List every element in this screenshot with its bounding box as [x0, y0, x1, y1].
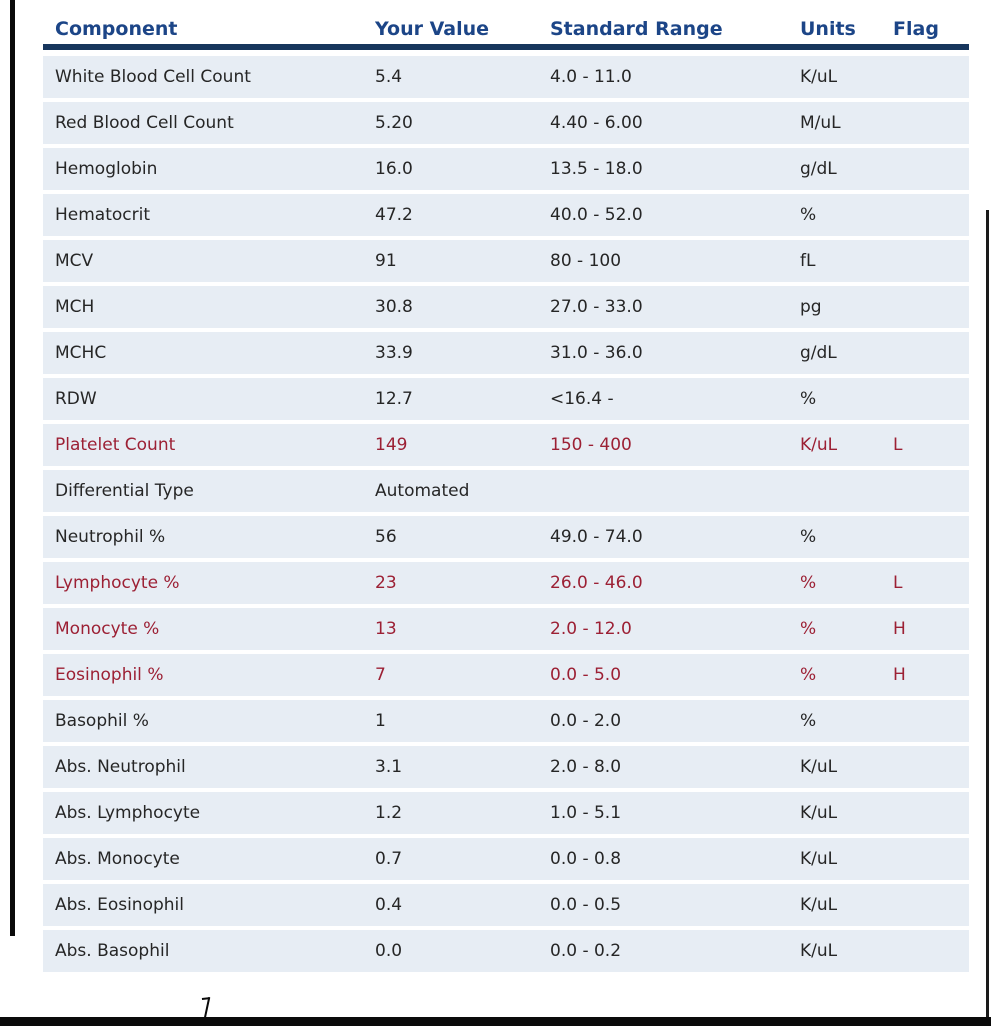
value-cell: 47.2 — [375, 205, 413, 225]
table-row — [43, 792, 969, 834]
range-cell: 150 - 400 — [550, 435, 632, 455]
component-cell: MCV — [55, 251, 94, 271]
component-cell: Red Blood Cell Count — [55, 113, 234, 133]
table-row — [43, 194, 969, 236]
component-cell: MCHC — [55, 343, 107, 363]
range-cell: 0.0 - 2.0 — [550, 711, 622, 731]
value-cell: Automated — [375, 481, 470, 501]
units-cell: % — [800, 573, 817, 593]
table-row — [43, 746, 969, 788]
units-cell: K/uL — [800, 67, 838, 87]
range-cell: 0.0 - 5.0 — [550, 665, 622, 685]
units-cell: % — [800, 389, 817, 409]
table-row — [43, 516, 969, 558]
range-cell: 0.0 - 0.8 — [550, 849, 622, 869]
flag-cell — [893, 884, 969, 926]
component-cell: MCH — [55, 297, 95, 317]
range-cell — [550, 470, 800, 512]
lab-results-table — [43, 0, 969, 976]
table-row — [43, 378, 969, 420]
table-header-row — [43, 0, 969, 44]
flag-cell: H — [893, 665, 906, 685]
flag-cell — [893, 378, 969, 420]
range-cell: 2.0 - 8.0 — [550, 757, 622, 777]
left-border-artifact — [10, 0, 15, 936]
flag-cell — [893, 56, 969, 98]
pen-tick-mark — [204, 997, 211, 1019]
value-cell: 7 — [375, 665, 386, 685]
table-row — [43, 930, 969, 972]
flag-cell — [893, 746, 969, 788]
value-cell: 16.0 — [375, 159, 413, 179]
component-cell: Platelet Count — [55, 435, 176, 455]
table-row — [43, 286, 969, 328]
units-cell: g/dL — [800, 343, 837, 363]
value-cell: 13 — [375, 619, 397, 639]
value-cell: 1.2 — [375, 803, 403, 823]
value-cell: 0.4 — [375, 895, 403, 915]
component-cell: RDW — [55, 389, 97, 409]
table-row — [43, 884, 969, 926]
range-cell: 26.0 - 46.0 — [550, 573, 643, 593]
table-row — [43, 562, 969, 604]
flag-cell — [893, 930, 969, 972]
range-cell: 2.0 - 12.0 — [550, 619, 632, 639]
header-flag: Flag — [893, 18, 939, 40]
range-cell: 4.0 - 11.0 — [550, 67, 632, 87]
flag-cell — [893, 102, 969, 144]
header-units: Units — [800, 18, 856, 40]
table-row — [43, 838, 969, 880]
flag-cell — [893, 148, 969, 190]
range-cell: 1.0 - 5.1 — [550, 803, 622, 823]
table-row — [43, 240, 969, 282]
units-cell: K/uL — [800, 435, 838, 455]
units-cell: K/uL — [800, 757, 838, 777]
units-cell: g/dL — [800, 159, 837, 179]
component-cell: Hematocrit — [55, 205, 151, 225]
range-cell: 49.0 - 74.0 — [550, 527, 643, 547]
units-cell — [800, 470, 893, 512]
value-cell: 5.20 — [375, 113, 413, 133]
header-divider-rule — [43, 44, 969, 50]
component-cell: Eosinophil % — [55, 665, 164, 685]
component-cell: Differential Type — [55, 481, 194, 501]
flag-cell — [893, 516, 969, 558]
bottom-border-artifact — [0, 1017, 991, 1026]
table-body — [43, 56, 969, 972]
value-cell: 23 — [375, 573, 397, 593]
value-cell: 56 — [375, 527, 397, 547]
units-cell: K/uL — [800, 849, 838, 869]
table-row — [43, 470, 969, 512]
header-your-value: Your Value — [375, 18, 489, 40]
value-cell: 5.4 — [375, 67, 403, 87]
units-cell: K/uL — [800, 941, 838, 961]
component-cell: Abs. Basophil — [55, 941, 170, 961]
component-cell: Hemoglobin — [55, 159, 158, 179]
table-row — [43, 700, 969, 742]
value-cell: 0.0 — [375, 941, 403, 961]
value-cell: 33.9 — [375, 343, 413, 363]
component-cell: Neutrophil % — [55, 527, 166, 547]
table-row — [43, 654, 969, 696]
flag-cell — [893, 240, 969, 282]
component-cell: Lymphocyte % — [55, 573, 180, 593]
units-cell: pg — [800, 297, 822, 317]
units-cell: % — [800, 527, 817, 547]
component-cell: Monocyte % — [55, 619, 160, 639]
range-cell: 13.5 - 18.0 — [550, 159, 643, 179]
range-cell: 40.0 - 52.0 — [550, 205, 643, 225]
value-cell: 3.1 — [375, 757, 403, 777]
table-row — [43, 56, 969, 98]
component-cell: Abs. Lymphocyte — [55, 803, 201, 823]
flag-cell — [893, 792, 969, 834]
range-cell: <16.4 - — [550, 389, 614, 409]
value-cell: 12.7 — [375, 389, 413, 409]
flag-cell — [893, 194, 969, 236]
range-cell: 27.0 - 33.0 — [550, 297, 643, 317]
value-cell: 30.8 — [375, 297, 413, 317]
units-cell: % — [800, 711, 817, 731]
range-cell: 80 - 100 — [550, 251, 622, 271]
range-cell: 0.0 - 0.5 — [550, 895, 622, 915]
range-cell: 0.0 - 0.2 — [550, 941, 622, 961]
flag-cell — [893, 286, 969, 328]
units-cell: K/uL — [800, 895, 838, 915]
value-cell: 149 — [375, 435, 408, 455]
flag-cell — [893, 332, 969, 374]
table-row — [43, 102, 969, 144]
table-row — [43, 332, 969, 374]
flag-cell — [893, 470, 969, 512]
flag-cell: L — [893, 435, 903, 455]
range-cell: 4.40 - 6.00 — [550, 113, 643, 133]
flag-cell — [893, 700, 969, 742]
right-border-artifact — [986, 210, 989, 1026]
component-cell: Abs. Monocyte — [55, 849, 180, 869]
flag-cell: L — [893, 573, 903, 593]
header-standard-range: Standard Range — [550, 18, 723, 40]
flag-cell — [893, 838, 969, 880]
units-cell: % — [800, 665, 817, 685]
value-cell: 0.7 — [375, 849, 403, 869]
flag-cell: H — [893, 619, 906, 639]
component-cell: Abs. Eosinophil — [55, 895, 184, 915]
units-cell: M/uL — [800, 113, 841, 133]
component-cell: White Blood Cell Count — [55, 67, 251, 87]
table-row — [43, 608, 969, 650]
value-cell: 1 — [375, 711, 386, 731]
range-cell: 31.0 - 36.0 — [550, 343, 643, 363]
table-row — [43, 424, 969, 466]
value-cell: 91 — [375, 251, 397, 271]
units-cell: fL — [800, 251, 816, 271]
units-cell: K/uL — [800, 803, 838, 823]
units-cell: % — [800, 619, 817, 639]
table-row — [43, 148, 969, 190]
component-cell: Basophil % — [55, 711, 149, 731]
component-cell: Abs. Neutrophil — [55, 757, 186, 777]
header-component: Component — [55, 18, 178, 40]
units-cell: % — [800, 205, 817, 225]
